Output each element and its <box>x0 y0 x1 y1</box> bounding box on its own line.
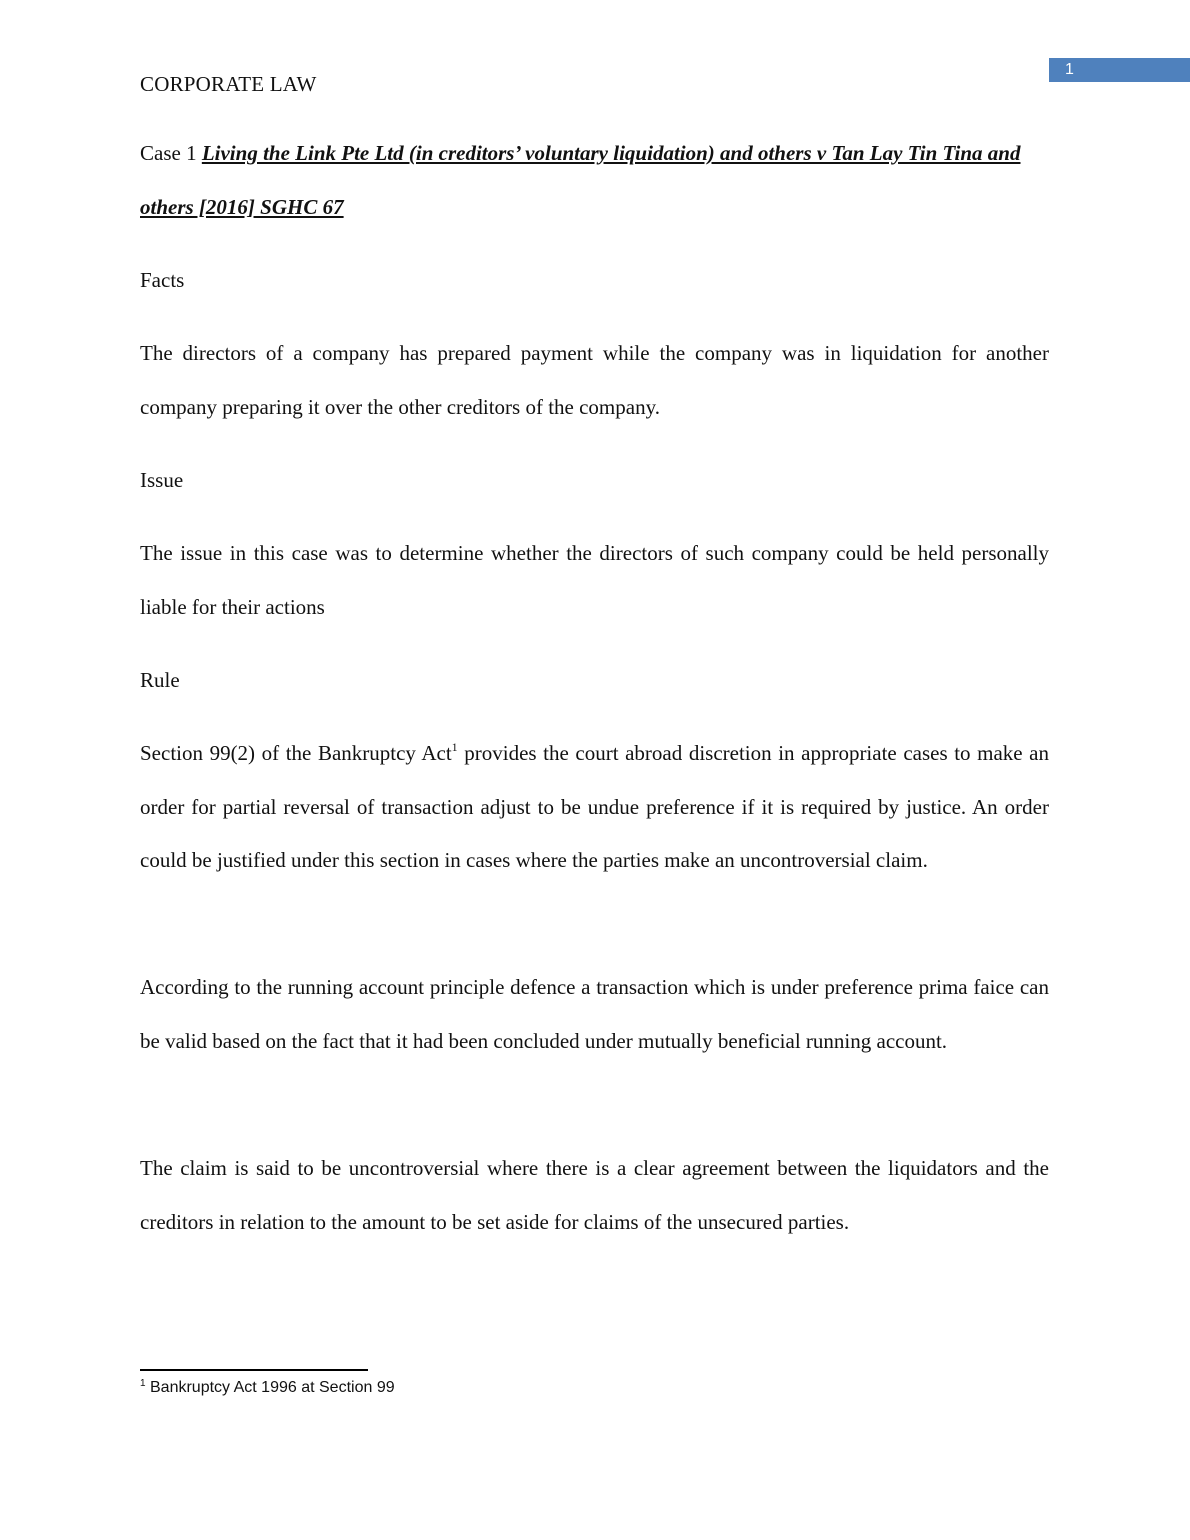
footnote-marker: 1 <box>140 1378 146 1389</box>
case-title <box>140 127 1049 234</box>
running-account-paragraph: According to the running account principle defence a transaction which is under preference prima faice can be valid based on the fact that it had been concluded under mutually beneficial running account. <box>140 975 1049 1053</box>
footnote-reference[interactable]: 1 <box>451 740 458 754</box>
footnote-text: Bankruptcy Act 1996 at Section 99 <box>145 1379 395 1396</box>
rule-paragraph <box>140 727 1049 888</box>
issue-heading: Issue <box>140 468 184 492</box>
footnote-separator <box>140 1369 368 1371</box>
case-citation: Living the Link Pte Ltd (in creditors’ voluntary liquidation) and others v Tan Lay Tin Tina and others [2016] SGHC 67 <box>140 141 1021 219</box>
issue-paragraph: The issue in this case was to determine whether the directors of such company could be held personally liable for their actions <box>140 541 1049 619</box>
case-number-label: Case 1 <box>140 141 197 165</box>
rule-text-start: Section 99(2) of the Bankruptcy Act <box>140 741 452 765</box>
claim-paragraph: The claim is said to be uncontroversial where there is a clear agreement between the liquidators and the creditors in relation to the amount to be set aside for claims of the unsecured parties. <box>140 1156 1049 1234</box>
rule-heading: Rule <box>140 668 180 692</box>
rule-text-rest: provides the court abroad discretion in appropriate cases to make an order for partial reversal of transaction adjust to be undue preference if it is required by justice. An order could be justified under this section in cases where the parties make an uncontroversial claim. <box>140 741 1050 873</box>
facts-paragraph: The directors of a company has prepared payment while the company was in liquidation for another company preparing it over the other creditors of the company. <box>140 341 1049 419</box>
footnote <box>140 1377 395 1399</box>
facts-heading: Facts <box>140 268 185 292</box>
page-number: 1 <box>1049 58 1190 82</box>
running-header-title: CORPORATE LAW <box>140 72 317 96</box>
